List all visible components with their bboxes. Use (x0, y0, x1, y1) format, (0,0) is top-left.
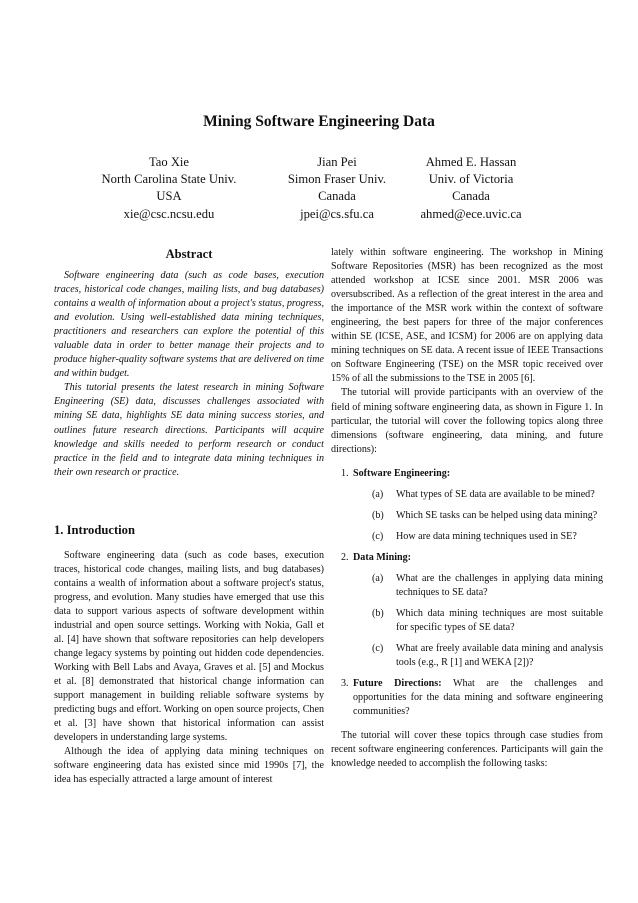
abstract-heading: Abstract (165, 247, 213, 261)
list-heading: Future Directions: (353, 678, 442, 690)
right-column (331, 246, 603, 772)
body-paragraph: Although the idea of applying data mining techniques on software engineering data has existed since mid 1990s [7], the idea has especially attracted a large amount of interest (54, 746, 324, 786)
list-label: (c) (372, 643, 384, 655)
list-item (353, 488, 603, 502)
list-heading: Data Mining: (353, 551, 412, 563)
author-affiliation: North Carolina State Univ. (101, 172, 237, 187)
left-column (54, 246, 324, 788)
body-paragraph: lately within software engineering. The workshop in Mining Software Repositories (MSR) has been recognized as the most attended workshop at ICSE since 2001. MSR 2006 was oversubscribed. As a reflection of the great interest in the area and the importance of the MSR work within the context of software engineering, the best papers for three of the major conferences within SE (ICSE, ASE, and ICSM) for 2006 are on applying data mining techniques on SE data. A recent issue of IEEE Transactions on Software Engineering (TSE) on the MSR topic received over 15% of all the submissions to the TSE in 2005 [6]. (331, 247, 603, 385)
author-country: Canada (318, 189, 356, 204)
body-paragraph: Software engineering data (such as code bases, execution traces, historical code changes, mailing lists, and bug databases) contains a wealth of information about a software project's status, progress, and evolution. Many studies have emerged that use this data to support various aspects of software development within industrial and open source settings. Working with Nokia, Gall et al. [4] have shown that software repositories can help developers change legacy systems by pointing out hidden code dependencies. Working with Bell Labs and Avaya, Graves et al. [5] and Mockus et al. [8] demonstrated that historical change information can support management in building reliable software systems by predicting bugs and effort. Working on open source projects, Chen et al. [3] have shown that historical information can assist developers in understanding large systems. (54, 549, 324, 744)
abstract-section (54, 246, 324, 480)
author-email: jpei@cs.sfu.ca (300, 206, 374, 221)
list-number: 1. (341, 467, 349, 479)
author-country: USA (156, 189, 182, 204)
author-email: ahmed@ece.uvic.ca (420, 206, 522, 221)
list-item (353, 509, 603, 523)
body-paragraph: The tutorial will cover these topics through case studies from recent software engineering conferences. Participants will gain the knowledge needed to accomplish the following tasks: (331, 730, 603, 770)
sub-list (353, 572, 603, 670)
list-item (353, 607, 603, 635)
body-paragraph: The tutorial will provide participants with an overview of the field of mining software engineering data, as shown in Figure 1. In particular, the tutorial will cover the following topics along three dimensions (software engineering, data mining, and future directions): (331, 387, 603, 455)
author-country: Canada (452, 189, 490, 204)
paper-title: Mining Software Engineering Data (203, 113, 435, 130)
list-text: Which data mining techniques are most suitable for specific types of SE data? (396, 608, 603, 634)
list-label: (b) (372, 509, 384, 521)
list-label: (a) (372, 572, 384, 584)
list-item (331, 677, 603, 719)
list-text: What are the challenges in applying data mining techniques to SE data? (396, 572, 603, 598)
section-heading: 1. Introduction (54, 522, 135, 537)
abstract-paragraph: This tutorial presents the latest research in mining Software Engineering (SE) data, discusses challenges associated with mining SE data, highlights SE data mining success stories, and outlines future research directions. Participants will acquire knowledge and skills needed to perform research or conduct practice in the field and to integrate data mining techniques in their own research or practice. (54, 382, 324, 478)
list-heading: Software Engineering: (353, 467, 451, 479)
author-name: Tao Xie (148, 155, 190, 169)
list-label: (c) (372, 530, 384, 542)
author-name: Jian Pei (317, 155, 357, 169)
list-text: What are the challenges and opportunities for the data mining and software engineering communities? (353, 678, 603, 718)
list-text: What are freely available data mining and analysis tools (e.g., R [1] and WEKA [2])? (396, 643, 603, 669)
introduction-section (54, 522, 324, 788)
list-item (331, 551, 603, 670)
list-label: (b) (372, 608, 384, 620)
author-affiliation: Univ. of Victoria (428, 172, 514, 187)
list-number: 3. (341, 678, 349, 690)
list-number: 2. (341, 551, 349, 563)
author-affiliation: Simon Fraser Univ. (287, 172, 387, 187)
list-text: What types of SE data are available to be mined? (396, 488, 595, 500)
list-item (331, 467, 603, 544)
list-text: Which SE tasks can be helped using data mining? (396, 509, 598, 521)
list-text: How are data mining techniques used in SE? (396, 530, 577, 542)
list-item (353, 530, 603, 544)
author-block (366, 154, 576, 223)
list-label: (a) (372, 488, 384, 500)
list-item (353, 572, 603, 600)
topic-list (331, 467, 603, 720)
author-email: xie@csc.ncsu.edu (123, 206, 215, 221)
list-item (353, 642, 603, 670)
abstract-paragraph: Software engineering data (such as code bases, execution traces, historical code changes, mailing lists, and bug databases) contains a wealth of information about a project's status, progress, and evolution. Using well-established data mining techniques, practitioners and researchers can explore the potential of this valuable data in order to better manage their projects and to produce higher-quality software systems that are delivered on time and within budget. (54, 270, 324, 380)
author-name: Ahmed E. Hassan (425, 155, 517, 169)
sub-list (353, 488, 603, 544)
